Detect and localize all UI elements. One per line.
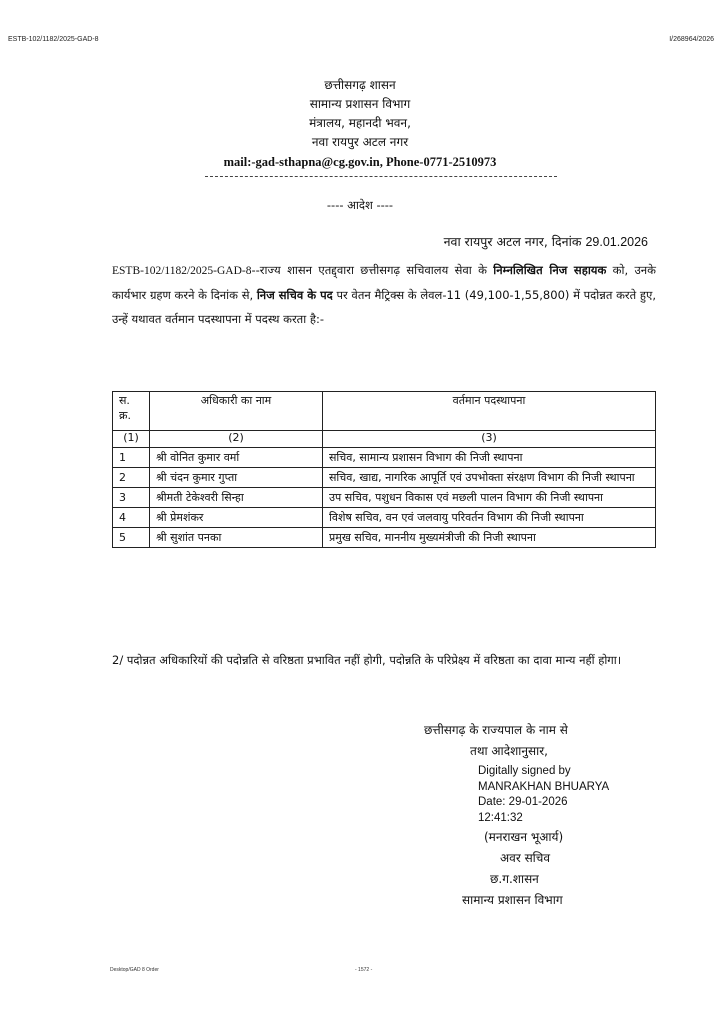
column-number: (2) (150, 431, 323, 448)
table-row (113, 468, 656, 488)
officer-name: श्री वोनित कुमार वर्मा (150, 448, 323, 468)
govt-name: छत्तीसगढ़ शासन (324, 78, 396, 92)
para1-bold-2: निज सचिव के पद (256, 288, 333, 302)
table-column-number-row (113, 431, 656, 448)
contact-line: mail:-gad-sthapna@cg.gov.in, Phone-0771-2510973 (223, 155, 497, 169)
signatory-government: छ.ग.शासन (490, 872, 539, 886)
serial-number: 1 (113, 448, 150, 468)
footer-file-path: Desktop/GAD 8 Order (110, 967, 159, 973)
digital-signature-label: Digitally signed by (478, 765, 571, 777)
serial-number: 3 (113, 488, 150, 508)
file-reference-right: I/268964/2026 (669, 36, 714, 43)
order-date: 29.01.2026 (585, 235, 648, 249)
place-date (444, 233, 648, 250)
signatory-department: सामान्य प्रशासन विभाग (462, 893, 563, 907)
column-number: (3) (323, 431, 656, 448)
officer-name: श्री चंदन कुमार गुप्ता (150, 468, 323, 488)
officer-name: श्री प्रेमशंकर (150, 508, 323, 528)
header-serial: स. क्र. (113, 392, 150, 431)
para1-text-2: को, उनके कार्यभार ग्रहण करने के दिनांक से, (112, 263, 656, 302)
place-text: नवा रायपुर अटल नगर, दिनांक (443, 234, 582, 249)
signatory-name: (मनराखन भूआर्य) (484, 830, 564, 844)
officer-name: श्रीमती टेकेश्वरी सिन्हा (150, 488, 323, 508)
current-posting: सचिव, खाद्य, नागरिक आपूर्ति एवं उपभोक्ता संरक्षण विभाग की निजी स्थापना (323, 468, 656, 488)
digital-signature-block (478, 764, 609, 826)
table-row (113, 448, 656, 468)
officer-name: श्री सुशांत पनका (150, 528, 323, 548)
column-number: (1) (113, 431, 150, 448)
table-row (113, 488, 656, 508)
governor-authority-line: छत्तीसगढ़ के राज्यपाल के नाम से (424, 723, 568, 737)
table-row (113, 528, 656, 548)
signatory-designation: अवर सचिव (500, 851, 551, 865)
table-row (113, 508, 656, 528)
para1-text-3: पर वेतन मैट्रिक्स के लेवल-11 (49,100-1,55,800) में पदोन्नत करते हुए, उन्हें यथावत वर्तमान पदस्थापना में पदस्थ करता है:- (112, 288, 656, 326)
current-posting: उप सचिव, पशुधन विकास एवं मछली पालन विभाग की निजी स्थापना (323, 488, 656, 508)
header-divider (205, 176, 557, 177)
city-name: नवा रायपुर अटल नगर (311, 135, 409, 149)
order-authority-line: तथा आदेशानुसार, (470, 744, 548, 758)
footer-page-number: - 1572 - (355, 967, 373, 973)
file-reference-left: ESTB-102/1182/2025-GAD-8 (8, 36, 99, 43)
current-posting: प्रमुख सचिव, माननीय मुख्यमंत्रीजी की निजी स्थापना (323, 528, 656, 548)
signer-name: MANRAKHAN BHUARYA (478, 780, 610, 793)
current-posting: विशेष सचिव, वन एवं जलवायु परिवर्तन विभाग की निजी स्थापना (323, 508, 656, 528)
office-address: मंत्रालय, महानदी भवन, (309, 116, 411, 130)
signature-date: Date: 29-01-2026 (478, 796, 568, 808)
table-header-row (113, 392, 656, 431)
order-paragraph-1 (112, 258, 656, 331)
serial-number: 5 (113, 528, 150, 548)
serial-number: 2 (113, 468, 150, 488)
department-name: सामान्य प्रशासन विभाग (309, 97, 411, 111)
header-current-posting: वर्तमान पदस्थापना (323, 392, 656, 431)
current-posting: सचिव, सामान्य प्रशासन विभाग की निजी स्थापना (323, 448, 656, 468)
para1-bold-1: निम्नलिखित निज सहायक (493, 263, 607, 277)
promotion-table (112, 391, 656, 548)
order-paragraph-2: 2/ पदोन्नत अधिकारियों की पदोन्नति से वरिष्ठता प्रभावित नहीं होगी, पदोन्नति के परिप्रेक्ष्य में वरिष्ठता का दावा मान्य नहीं होगा। (112, 653, 622, 667)
reference-number: ESTB-102/1182/2025-GAD-8 (112, 265, 252, 277)
signature-time: 12:41:32 (478, 811, 523, 824)
para1-text-1: --राज्य शासन एतद्द्वारा छत्तीसगढ़ सचिवालय सेवा के (251, 263, 487, 277)
serial-number: 4 (113, 508, 150, 528)
header-officer-name: अधिकारी का नाम (150, 392, 323, 431)
order-title: ---- आदेश ---- (326, 198, 394, 212)
